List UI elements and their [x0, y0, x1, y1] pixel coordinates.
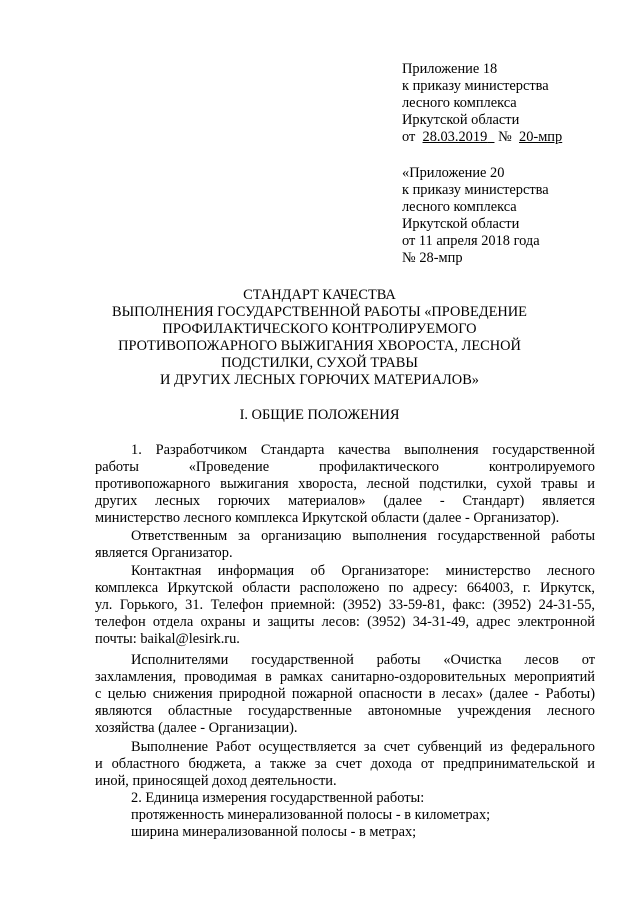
paragraph-line: иной, приносящей доход деятельности.	[95, 773, 337, 789]
paragraph-line: комплекса Иркутской области расположено по адресу: 664003, г. Иркутск,	[95, 580, 595, 596]
paragraph-line: Ответственным за организацию выполнения государственной работы	[131, 528, 595, 544]
appendix-20-title: «Приложение 20	[402, 165, 505, 181]
paragraph-line: других лесных горючих материалов» (далее - Стандарт) является	[95, 493, 595, 509]
title-line-5: ПОДСТИЛКИ, СУХОЙ ТРАВЫ	[221, 355, 418, 371]
paragraph-line: министерство лесного комплекса Иркутской области (далее - Организатор).	[95, 510, 560, 526]
paragraph-line: работы «Проведение профилактического контролируемого	[95, 459, 595, 475]
paragraph-line: Контактная информация об Организаторе: министерство лесного	[131, 563, 595, 579]
appendix-20-date-line: от 11 апреля 2018 года	[402, 233, 540, 249]
order-number: 20-мпр	[519, 129, 563, 145]
title-line-2: ВЫПОЛНЕНИЯ ГОСУДАРСТВЕННОЙ РАБОТЫ «ПРОВЕДЕНИЕ	[112, 304, 527, 320]
paragraph-line: с целью снижения природной пожарной опасности в лесах» (далее - Работы)	[95, 686, 595, 702]
appendix-20-region-line: Иркутской области	[402, 216, 520, 232]
number-sign: №	[498, 129, 512, 145]
paragraph-line: Исполнителями государственной работы «Очистка лесов от	[131, 652, 595, 668]
paragraph-line: ул. Горького, 31. Телефон приемной: (3952) 33-59-81, факс: (3952) 24-31-55,	[95, 597, 595, 613]
paragraph-line: захламления, проводимая в рамках санитарно-оздоровительных мероприятий	[95, 669, 595, 685]
section-heading: I. ОБЩИЕ ПОЛОЖЕНИЯ	[239, 407, 400, 423]
appendix-20-order-line: к приказу министерства	[402, 182, 549, 198]
paragraph-line: является Организатор.	[95, 545, 233, 561]
ot-label: от	[402, 129, 416, 145]
appendix-18-date-line	[402, 129, 562, 146]
title-line-6: И ДРУГИХ ЛЕСНЫХ ГОРЮЧИХ МАТЕРИАЛОВ»	[160, 372, 479, 388]
appendix-20-ministry-line: лесного комплекса	[402, 199, 517, 215]
appendix-20-number-line: № 28-мпр	[402, 250, 463, 266]
title-line-3: ПРОФИЛАКТИЧЕСКОГО КОНТРОЛИРУЕМОГО	[162, 321, 477, 337]
paragraph-line: 2. Единица измерения государственной работы:	[131, 790, 425, 806]
paragraph-line: хозяйства (далее - Организации).	[95, 720, 298, 736]
paragraph-line: почты: baikal@lesirk.ru.	[95, 631, 240, 647]
paragraph-line: и областного бюджета, а также за счет дохода от предпринимательской и	[95, 756, 595, 772]
list-item: ширина минерализованной полосы - в метрах;	[131, 824, 417, 840]
title-line-4: ПРОТИВОПОЖАРНОГО ВЫЖИГАНИЯ ХВОРОСТА, ЛЕСНОЙ	[118, 338, 521, 354]
paragraph-line: 1. Разработчиком Стандарта качества выполнения государственной	[131, 442, 595, 458]
appendix-18-order-line: к приказу министерства	[402, 78, 549, 94]
appendix-18-title: Приложение 18	[402, 61, 498, 77]
paragraph-line: Выполнение Работ осуществляется за счет субвенций из федерального	[131, 739, 595, 755]
list-item: протяженность минерализованной полосы - в километрах;	[131, 807, 491, 823]
paragraph-line: телефон отдела охраны и защиты лесов: (3952) 34-31-49, адрес электронной	[95, 614, 595, 630]
title-line-1: СТАНДАРТ КАЧЕСТВА	[243, 287, 396, 303]
appendix-18-region-line: Иркутской области	[402, 112, 520, 128]
paragraph-line: являются областные государственные автономные учреждения лесного	[95, 703, 595, 719]
appendix-18-ministry-line: лесного комплекса	[402, 95, 517, 111]
order-date: 28.03.2019	[422, 129, 488, 145]
paragraph-line: противопожарного выжигания хвороста, лесной подстилки, сухой травы и	[95, 476, 595, 492]
